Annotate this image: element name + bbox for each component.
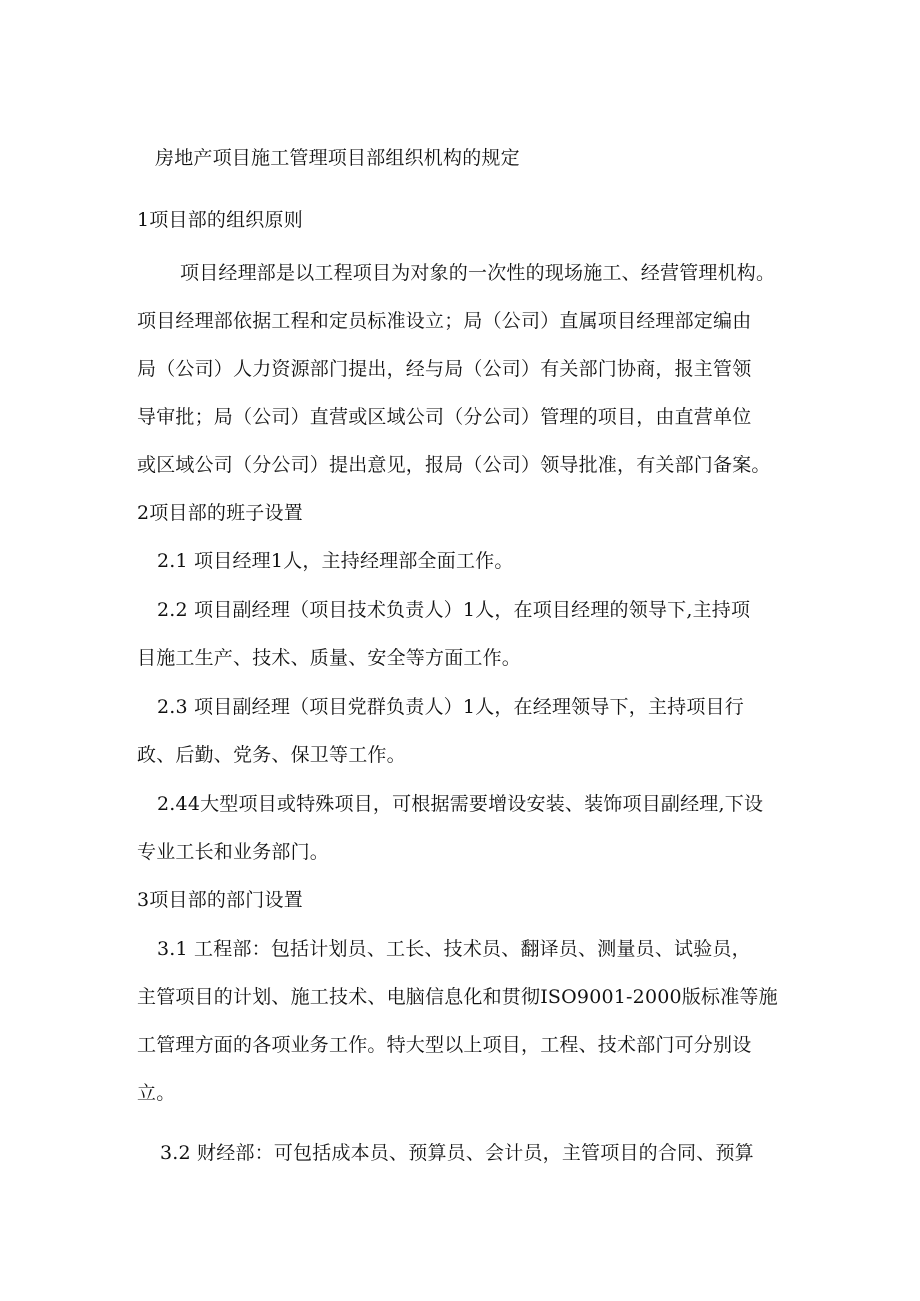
- list-item-continuation: 工管理方面的各项业务工作。特大型以上项目，工程、技术部门可分别设: [137, 1034, 752, 1056]
- paragraph-line: 局（公司）人力资源部门提出，经与局（公司）有关部门协商，报主管领: [137, 358, 752, 380]
- list-item: 2.2 项目副经理（项目技术负责人）1人，在项目经理的领导下,主持项: [157, 599, 751, 621]
- list-item-continuation: 目施工生产、技术、质量、安全等方面工作。: [137, 647, 522, 669]
- list-item-continuation: 政、后勤、党务、保卫等工作。: [137, 744, 406, 766]
- list-item: 2.3 项目副经理（项目党群负责人）1人，在经理领导下，主持项目行: [157, 696, 744, 718]
- paragraph-line: 项目经理部依据工程和定员标准设立；局（公司）直属项目经理部定编由: [137, 310, 752, 332]
- list-item-continuation: 立。: [137, 1082, 176, 1104]
- section-3-heading: 3项目部的部门设置: [137, 889, 303, 911]
- paragraph-line: 或区域公司（分公司）提出意见，报局（公司）领导批准，有关部门备案。: [137, 454, 771, 476]
- list-item: 2.44大型项目或特殊项目，可根据需要增设安装、装饰项目副经理,下设: [157, 793, 764, 815]
- list-item-continuation: 主管项目的计划、施工技术、电脑信息化和贯彻ISO9001-2000版标准等施: [137, 986, 778, 1008]
- list-item: 3.2 财经部：可包括成本员、预算员、会计员，主管项目的合同、预算: [160, 1142, 754, 1164]
- paragraph-line: 导审批；局（公司）直营或区域公司（分公司）管理的项目，由直营单位: [137, 406, 752, 428]
- document-title: 房地产项目施工管理项目部组织机构的规定: [155, 147, 520, 169]
- section-2-heading: 2项目部的班子设置: [137, 502, 303, 524]
- section-1-heading: 1项目部的组织原则: [137, 209, 303, 231]
- paragraph-line: 项目经理部是以工程项目为对象的一次性的现场施工、经营管理机构。: [180, 262, 776, 284]
- list-item-continuation: 专业工长和业务部门。: [137, 841, 330, 863]
- list-item: 2.1 项目经理1人，主持经理部全面工作。: [157, 550, 514, 572]
- list-item: 3.1 工程部：包括计划员、工长、技术员、翻译员、测量员、试验员，: [157, 938, 751, 960]
